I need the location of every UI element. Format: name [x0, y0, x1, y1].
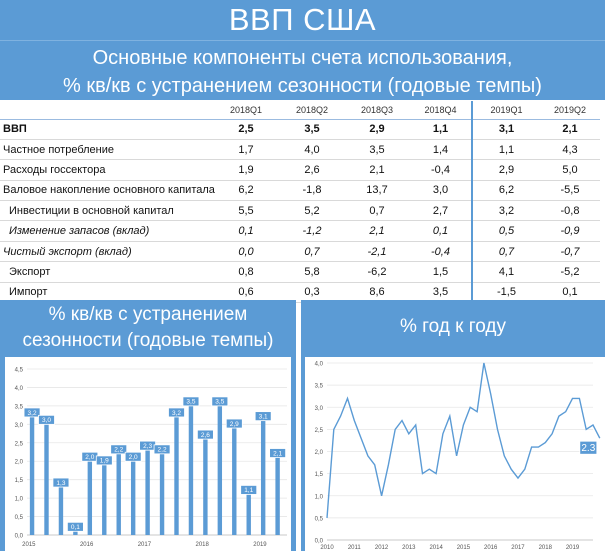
row-value: 2,5: [212, 119, 280, 139]
data-label: 2,2: [157, 446, 167, 454]
data-label: 3,1: [258, 413, 268, 421]
x-tick-label: 2016: [484, 545, 498, 551]
row-value: 3,1: [472, 119, 540, 139]
row-label: Расходы госсектора: [0, 160, 212, 180]
data-label: 2,9: [229, 420, 239, 428]
row-label: Частное потребление: [0, 139, 212, 159]
row-value: 0,7: [344, 201, 410, 221]
y-tick-label: 2,0: [14, 459, 23, 466]
row-value: 2,6: [280, 160, 344, 180]
data-label: 3,5: [186, 398, 196, 406]
y-tick-label: 3,5: [314, 383, 323, 390]
qoq-bar-chart: [5, 357, 291, 551]
x-tick-label: 2015: [456, 545, 471, 551]
row-value: 5,8: [280, 262, 344, 282]
row-value: 3,2: [472, 201, 540, 221]
row-value: -0,4: [410, 241, 472, 261]
x-tick-label: 2012: [374, 545, 389, 551]
row-value: 8,6: [344, 282, 410, 302]
row-value: 0,7: [280, 241, 344, 261]
row-value: 0,1: [540, 282, 600, 302]
row-label: Инвестиции в основной капитал: [0, 201, 212, 221]
row-value: -5,5: [540, 180, 600, 200]
row-value: -0,9: [540, 221, 600, 241]
y-tick-label: 2,5: [14, 441, 23, 448]
data-label: 3,5: [215, 398, 225, 406]
bar: [30, 417, 34, 535]
qoq-title-line-1: % кв/кв с устранением: [48, 304, 248, 325]
row-value: -0,8: [540, 201, 600, 221]
x-tick-label: 2011: [347, 545, 361, 551]
page-title: ВВП США: [0, 0, 605, 40]
row-label: Экспорт: [0, 262, 212, 282]
row-value: -2,1: [344, 241, 410, 261]
row-value: 5,0: [540, 160, 600, 180]
yoy-chart-area: [305, 357, 605, 551]
row-value: 13,7: [344, 180, 410, 200]
data-label: 3,0: [41, 417, 52, 425]
data-label: 1,3: [56, 479, 66, 487]
bar: [275, 458, 279, 535]
qoq-chart-title: [0, 302, 296, 354]
table-row: [0, 119, 600, 139]
data-label: 2,3: [143, 442, 153, 450]
data-label: 1,1: [244, 487, 254, 495]
gdp-components-table-area: [0, 101, 605, 300]
y-tick-label: 1,5: [14, 478, 23, 485]
table-header-cell: 2018Q1: [212, 101, 280, 119]
qoq-chart-panel: [0, 300, 296, 551]
row-label: Валовое накопление основного капитала: [0, 180, 212, 200]
row-label: Чистый экспорт (вклад): [0, 241, 212, 261]
data-label: 2,6: [200, 431, 210, 439]
row-value: 2,1: [344, 160, 410, 180]
y-tick-label: 4,0: [314, 361, 323, 368]
bar: [145, 450, 149, 535]
row-value: 5,2: [280, 201, 344, 221]
bar: [174, 417, 178, 535]
qoq-title-line-2: сезонности (годовые темпы): [22, 330, 274, 351]
bar: [59, 487, 63, 535]
y-tick-label: 3,0: [314, 405, 323, 412]
data-label: 2,0: [85, 454, 95, 462]
bar: [73, 531, 77, 535]
table-header-cell: 2019Q1: [472, 101, 540, 119]
y-tick-label: 4,0: [14, 385, 23, 392]
row-value: 4,0: [280, 139, 344, 159]
bar: [189, 406, 193, 535]
table-header-label: [0, 101, 212, 119]
bar: [247, 494, 251, 535]
row-value: 2,9: [344, 119, 410, 139]
bar: [203, 439, 207, 535]
y-tick-label: 1,0: [314, 494, 323, 501]
row-value: -1,5: [472, 282, 540, 302]
table-row: [0, 180, 600, 200]
data-label: 2,1: [273, 450, 283, 458]
row-value: 2,1: [540, 119, 600, 139]
row-value: 1,1: [472, 139, 540, 159]
row-value: -0,4: [410, 160, 472, 180]
y-tick-label: 1,0: [14, 496, 23, 503]
row-value: 2,7: [410, 201, 472, 221]
row-value: -0,7: [540, 241, 600, 261]
row-value: 1,5: [410, 262, 472, 282]
yoy-chart-title: % год к году: [399, 316, 507, 337]
table-subtitle: [0, 40, 605, 100]
data-label: 1,9: [99, 457, 109, 465]
row-value: 1,9: [212, 160, 280, 180]
table-header-cell: 2019Q2: [540, 101, 600, 119]
row-value: 5,5: [212, 201, 280, 221]
subtitle-line-1: Основные компоненты счета использования,: [92, 47, 513, 69]
table-row: [0, 201, 600, 221]
y-tick-label: 0,0: [14, 533, 23, 540]
x-tick-label: 2019: [565, 545, 580, 551]
row-value: 1,7: [212, 139, 280, 159]
y-tick-label: 2,5: [314, 427, 323, 434]
row-value: 4,1: [472, 262, 540, 282]
row-value: 6,2: [472, 180, 540, 200]
x-tick-label: 2016: [79, 542, 94, 548]
row-value: 1,4: [410, 139, 472, 159]
y-tick-label: 2,0: [314, 450, 323, 456]
subtitle-line-2: % кв/кв с устранением сезонности (годовые темпы): [63, 75, 542, 97]
last-value-label: 2.3: [581, 443, 596, 455]
row-value: 6,2: [212, 180, 280, 200]
table-header-cell: 2018Q2: [280, 101, 344, 119]
data-label: 2,2: [114, 446, 124, 454]
x-tick-label: 2015: [22, 542, 36, 548]
data-label: 3,2: [171, 409, 182, 417]
row-value: 0,8: [212, 262, 280, 282]
qoq-chart-area: [5, 357, 291, 551]
row-value: 0,7: [472, 241, 540, 261]
row-value: -1,2: [280, 221, 344, 241]
x-tick-label: 2019: [253, 542, 267, 548]
yoy-series-line: [327, 363, 600, 518]
row-value: 3,5: [280, 119, 344, 139]
bar: [102, 465, 106, 535]
row-value: 0,1: [410, 221, 472, 241]
x-tick-label: 2010: [320, 545, 334, 551]
data-label: 0,1: [70, 524, 80, 532]
bar: [160, 454, 164, 535]
row-value: -5,2: [540, 262, 600, 282]
table-header-cell: 2018Q4: [410, 101, 472, 119]
bar: [232, 428, 236, 535]
row-value: -6,2: [344, 262, 410, 282]
table-row: [0, 241, 600, 261]
x-tick-label: 2013: [402, 545, 416, 551]
bar: [131, 461, 135, 535]
row-value: 0,6: [212, 282, 280, 302]
x-tick-label: 2014: [429, 545, 443, 551]
data-label: 3,2: [27, 409, 37, 417]
bar: [88, 461, 92, 535]
table-row: [0, 262, 600, 282]
row-value: 0,1: [212, 221, 280, 241]
row-value: 4,3: [540, 139, 600, 159]
y-tick-label: 0,5: [14, 515, 23, 522]
row-value: 0,5: [472, 221, 540, 241]
gdp-components-table: [0, 101, 600, 303]
bar: [261, 421, 265, 535]
y-tick-label: 3,0: [14, 422, 23, 429]
row-value: 1,1: [410, 119, 472, 139]
x-tick-label: 2018: [195, 542, 209, 548]
row-value: 3,5: [410, 282, 472, 302]
yoy-line-chart: [305, 357, 605, 551]
bar: [44, 424, 48, 535]
table-row: [0, 139, 600, 159]
bar: [218, 406, 222, 535]
table-header-row: [0, 101, 600, 119]
row-value: 3,5: [344, 139, 410, 159]
row-value: 2,9: [472, 160, 540, 180]
bar: [117, 454, 121, 535]
x-tick-label: 2018: [538, 545, 552, 551]
table-header-cell: 2018Q3: [344, 101, 410, 119]
row-value: 0,3: [280, 282, 344, 302]
row-label: ВВП: [0, 119, 212, 139]
yoy-chart-panel: [301, 300, 605, 551]
y-tick-label: 1,5: [314, 472, 323, 479]
x-tick-label: 2017: [511, 545, 525, 551]
x-tick-label: 2017: [137, 542, 152, 548]
row-label: Импорт: [0, 282, 212, 302]
data-label: 2,0: [128, 454, 138, 462]
table-row: [0, 160, 600, 180]
y-tick-label: 0,5: [314, 516, 323, 523]
row-value: 3,0: [410, 180, 472, 200]
y-tick-label: 0,0: [314, 538, 323, 545]
y-tick-label: 3,5: [14, 404, 23, 411]
row-value: 2,1: [344, 221, 410, 241]
row-value: -1,8: [280, 180, 344, 200]
row-value: 0,0: [212, 241, 280, 261]
table-row: [0, 221, 600, 241]
y-tick-label: 4,5: [14, 367, 23, 374]
row-label: Изменение запасов (вклад): [0, 221, 212, 241]
